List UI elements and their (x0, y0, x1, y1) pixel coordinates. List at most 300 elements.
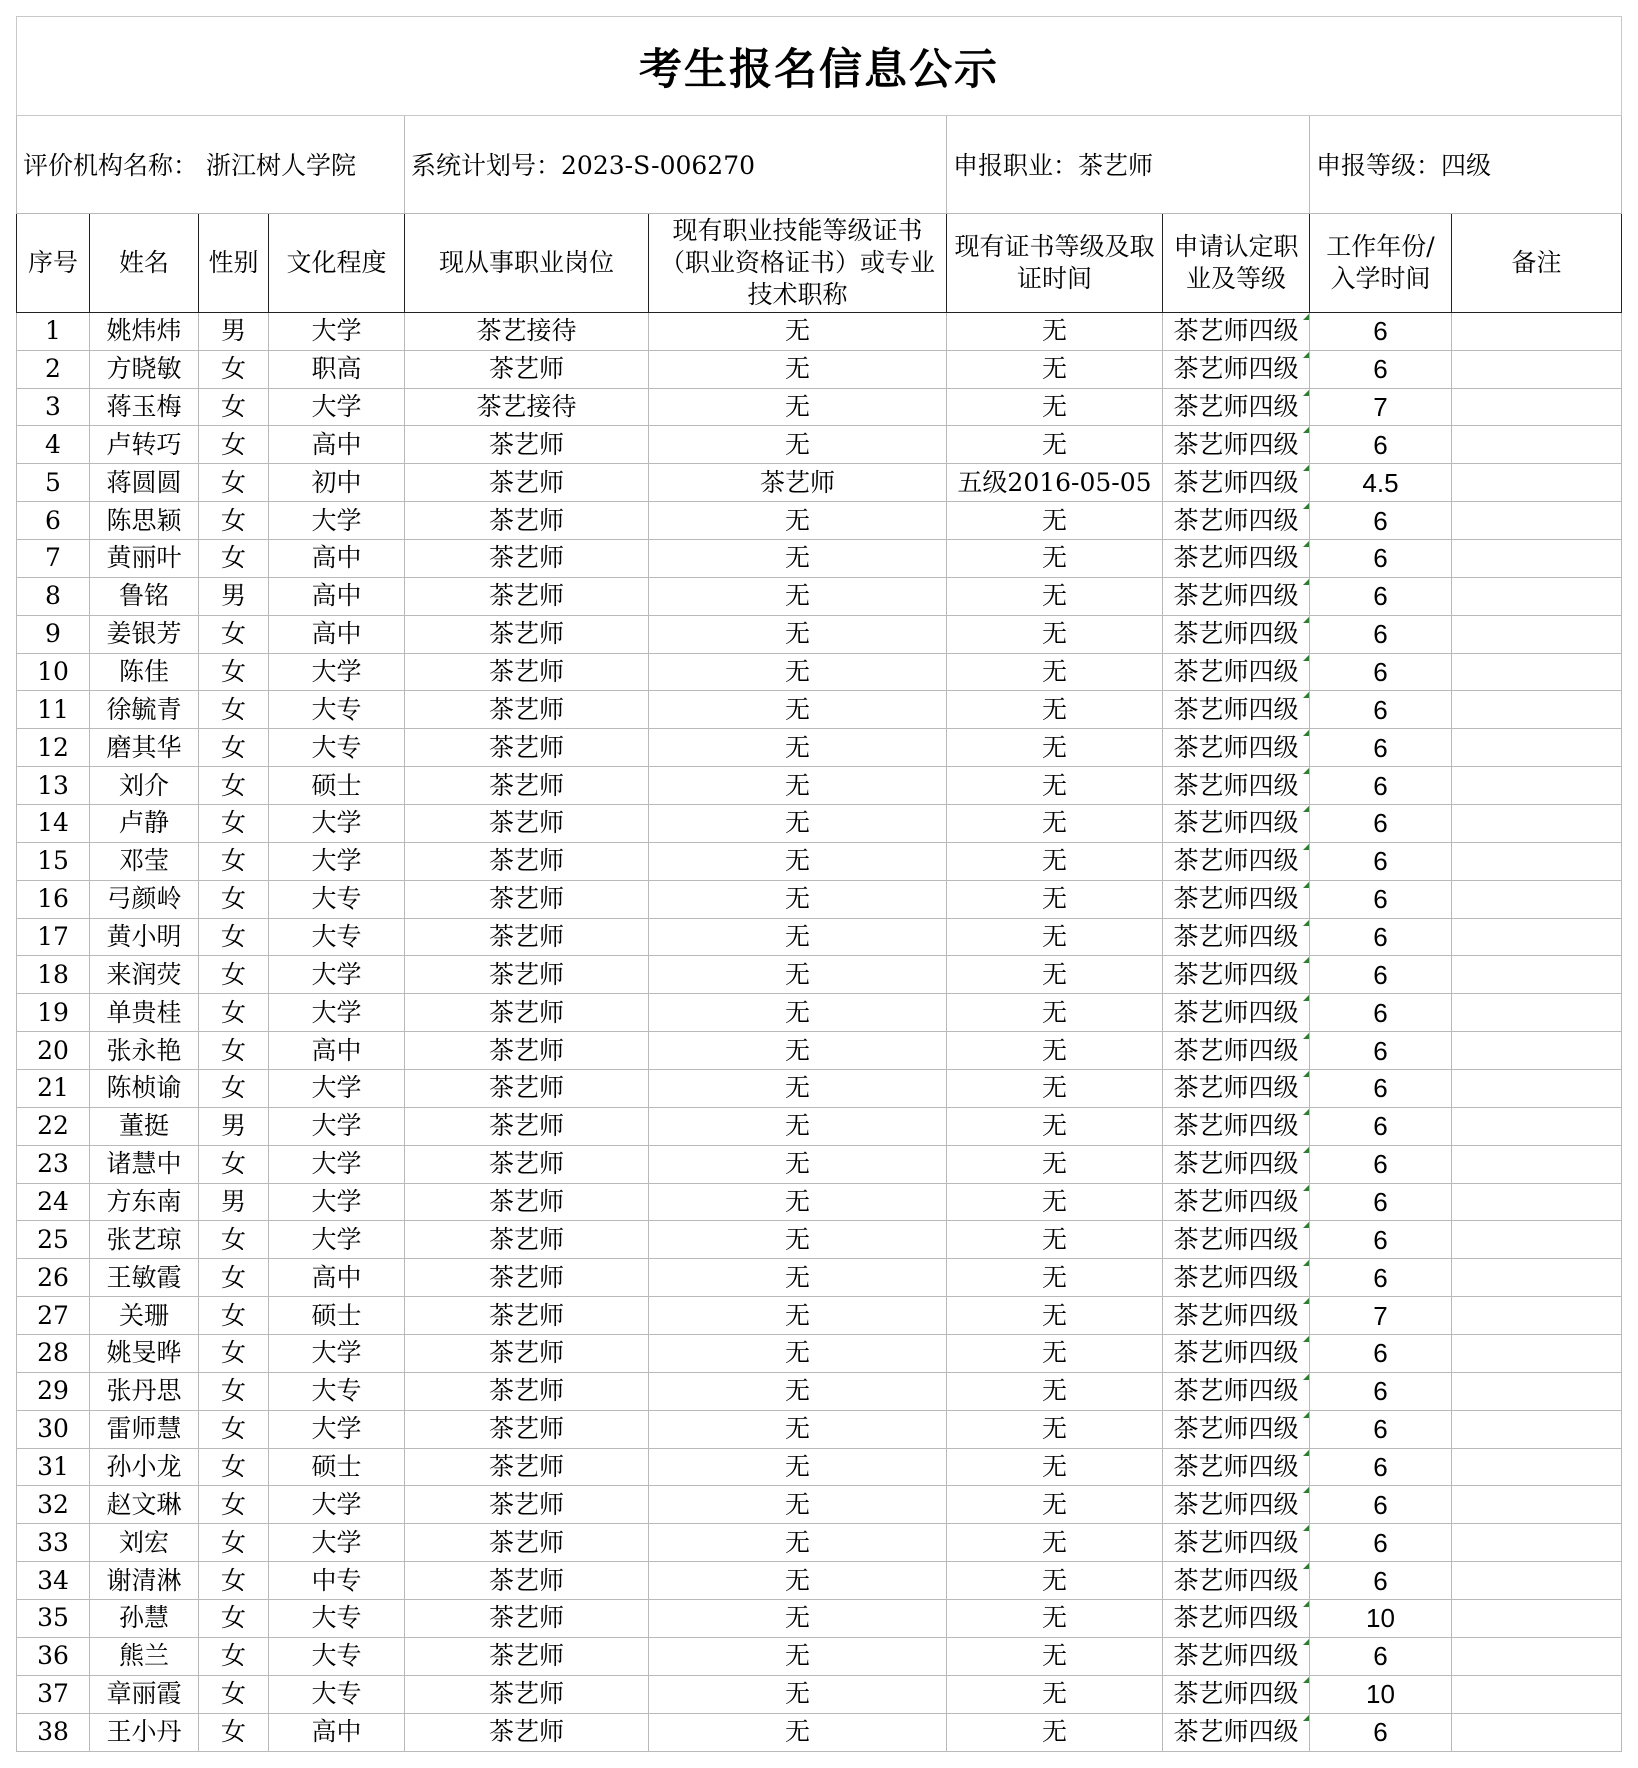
cell-post (405, 1069, 649, 1107)
cell-name (90, 729, 199, 767)
cell-years (1310, 1600, 1452, 1638)
cell-post-text: 茶艺师 (488, 1717, 564, 1747)
cell-cert-text: 无 (784, 1641, 810, 1671)
cell-gender-text: 女 (220, 1300, 246, 1330)
cell-cert (649, 918, 947, 956)
cell-gender-text: 女 (220, 921, 246, 951)
cell-gender (199, 388, 269, 426)
cell-apply-text: 茶艺师四级 (1173, 1262, 1299, 1292)
cell-post (405, 804, 649, 842)
cell-years-text: 6 (1373, 656, 1388, 687)
cell-post-text: 茶艺师 (488, 1224, 564, 1254)
cell-name (90, 1713, 199, 1751)
cell-remark (1452, 729, 1622, 767)
cell-years-text: 6 (1373, 1224, 1388, 1255)
cell-education-text: 高中 (311, 1035, 362, 1065)
plan-label: 系统计划号： (411, 151, 562, 181)
cell-name (90, 1410, 199, 1448)
cell-name-text: 方东南 (106, 1186, 182, 1216)
cell-name (90, 691, 199, 729)
cell-gender-text: 女 (220, 1641, 246, 1671)
cell-remark (1452, 312, 1622, 350)
cell-gender (199, 1335, 269, 1373)
cell-education-text: 高中 (311, 1262, 362, 1292)
cell-cert (649, 1335, 947, 1373)
cell-name (90, 1486, 199, 1524)
cell-cert-level-time-text: 无 (1041, 354, 1067, 384)
cell-apply (1163, 615, 1310, 653)
cell-name (90, 1221, 199, 1259)
table-row (17, 1107, 1622, 1145)
cell-cert (649, 1486, 947, 1524)
cell-indicator-icon (1303, 994, 1310, 1001)
cell-indicator-icon (1303, 1714, 1310, 1721)
cell-cert-level-time-text: 无 (1041, 1186, 1067, 1216)
cell-apply (1163, 502, 1310, 540)
cell-cert-text: 无 (784, 997, 810, 1027)
cell-cert-level-time-text: 无 (1041, 429, 1067, 459)
cell-post-text: 茶艺师 (488, 997, 564, 1027)
table-row (17, 312, 1622, 350)
cell-indicator-icon (1303, 464, 1310, 471)
cell-post-text: 茶艺师 (488, 1679, 564, 1709)
cell-cert-level-time (947, 1335, 1163, 1373)
cell-name-text: 卢转巧 (106, 429, 182, 459)
cell-seq (17, 1032, 90, 1070)
cell-cert-text: 无 (784, 1149, 810, 1179)
cell-name (90, 918, 199, 956)
cell-indicator-icon (1303, 1221, 1310, 1228)
cell-seq (17, 804, 90, 842)
cell-cert-text: 无 (784, 1035, 810, 1065)
cell-name-text: 黄丽叶 (106, 543, 182, 573)
cell-cert-level-time-text: 无 (1041, 921, 1067, 951)
cell-indicator-icon (1303, 540, 1310, 547)
cell-education-text: 高中 (311, 581, 362, 611)
cell-remark (1452, 1600, 1622, 1638)
table-row (17, 1335, 1622, 1373)
cell-cert-text: 无 (784, 1338, 810, 1368)
cell-seq-text: 38 (37, 1717, 69, 1747)
cell-seq-text: 25 (37, 1224, 69, 1254)
cell-years-text: 7 (1373, 391, 1388, 422)
cell-education (269, 880, 405, 918)
cell-remark (1452, 464, 1622, 502)
cell-cert-text: 无 (784, 884, 810, 914)
cell-post (405, 691, 649, 729)
cell-name (90, 842, 199, 880)
cell-indicator-icon (1303, 1524, 1310, 1531)
cell-gender (199, 1675, 269, 1713)
cell-post-text: 茶艺师 (488, 656, 564, 686)
cell-cert-text: 无 (784, 1679, 810, 1709)
cell-years (1310, 691, 1452, 729)
cell-post-text: 茶艺师 (488, 1641, 564, 1671)
cell-post (405, 502, 649, 540)
cell-remark (1452, 1069, 1622, 1107)
cell-cert (649, 502, 947, 540)
cell-post-text: 茶艺师 (488, 1149, 564, 1179)
cell-apply-text: 茶艺师四级 (1173, 505, 1299, 535)
cell-gender-text: 女 (220, 1338, 246, 1368)
cell-education (269, 1297, 405, 1335)
cell-apply-text: 茶艺师四级 (1173, 1565, 1299, 1595)
cell-apply-text: 茶艺师四级 (1173, 1338, 1299, 1368)
cell-name-text: 卢静 (118, 808, 169, 838)
cell-education (269, 1675, 405, 1713)
cell-cert-text: 无 (784, 1717, 810, 1747)
cell-years (1310, 464, 1452, 502)
cell-cert-text: 无 (784, 1376, 810, 1406)
cell-cert-level-time (947, 691, 1163, 729)
cell-cert (649, 539, 947, 577)
cell-seq-text: 15 (37, 846, 69, 876)
cell-cert-level-time (947, 1145, 1163, 1183)
cell-cert-level-time (947, 1297, 1163, 1335)
cell-cert-level-time (947, 1713, 1163, 1751)
cell-seq-text: 22 (37, 1111, 69, 1141)
org-value: 浙江树人学院 (205, 151, 356, 181)
cell-name-text: 陈思颖 (106, 505, 182, 535)
table-row (17, 350, 1622, 388)
cell-cert-level-time-text: 无 (1041, 1717, 1067, 1747)
cell-years (1310, 1637, 1452, 1675)
cell-education-text: 硕士 (311, 1452, 362, 1481)
cell-apply-text: 茶艺师四级 (1173, 1224, 1299, 1254)
cell-years (1310, 1145, 1452, 1183)
cell-seq-text: 17 (37, 921, 69, 951)
cell-remark (1452, 1107, 1622, 1145)
cell-education (269, 312, 405, 350)
cell-gender-text: 女 (220, 1452, 246, 1481)
cell-post-text: 茶艺师 (488, 732, 564, 762)
cell-name-text: 赵文琳 (106, 1489, 182, 1519)
cell-seq (17, 1297, 90, 1335)
cell-education (269, 1600, 405, 1638)
cell-cert-text: 无 (784, 694, 810, 724)
header-education: 文化程度 (269, 213, 405, 312)
table-row (17, 464, 1622, 502)
meta-row (17, 116, 1622, 213)
cell-remark (1452, 1297, 1622, 1335)
cell-apply (1163, 1562, 1310, 1600)
cell-indicator-icon (1303, 691, 1310, 698)
cell-seq (17, 426, 90, 464)
cell-seq-text: 10 (37, 656, 69, 686)
cell-cert-text: 无 (784, 619, 810, 649)
cell-years-text: 6 (1373, 770, 1388, 801)
cell-apply-text: 茶艺师四级 (1173, 1035, 1299, 1065)
cell-gender-text: 女 (220, 808, 246, 838)
cell-cert-text: 无 (784, 1527, 810, 1557)
table-row (17, 994, 1622, 1032)
cell-name-text: 邓莹 (118, 846, 169, 876)
cell-cert-level-time-text: 无 (1041, 581, 1067, 611)
cell-post-text: 茶艺师 (488, 1035, 564, 1065)
cell-seq-text: 33 (37, 1527, 69, 1557)
cell-indicator-icon (1303, 1070, 1310, 1077)
cell-years-text: 6 (1373, 316, 1388, 347)
cell-cert-level-time (947, 577, 1163, 615)
cell-apply (1163, 464, 1310, 502)
cell-cert (649, 994, 947, 1032)
cell-cert (649, 1221, 947, 1259)
cell-seq (17, 615, 90, 653)
cell-education (269, 767, 405, 805)
cell-years (1310, 1486, 1452, 1524)
cell-gender-text: 女 (220, 770, 246, 800)
cell-seq (17, 388, 90, 426)
cell-post-text: 茶艺师 (488, 1262, 564, 1292)
cell-indicator-icon (1303, 1411, 1310, 1418)
cell-years (1310, 1675, 1452, 1713)
cell-remark (1452, 804, 1622, 842)
cell-remark (1452, 1145, 1622, 1183)
cell-indicator-icon (1303, 654, 1310, 661)
cell-name (90, 994, 199, 1032)
cell-cert-text: 无 (784, 1603, 810, 1633)
cell-indicator-icon (1303, 881, 1310, 888)
cell-name-text: 徐毓青 (106, 694, 182, 724)
cell-education-text: 中专 (311, 1565, 362, 1595)
cell-gender (199, 1600, 269, 1638)
cell-name-text: 张丹思 (106, 1376, 182, 1406)
table-row (17, 388, 1622, 426)
cell-seq-text: 27 (37, 1300, 69, 1330)
cell-cert-level-time-text: 无 (1041, 656, 1067, 686)
table-row (17, 1297, 1622, 1335)
cell-post (405, 464, 649, 502)
cell-apply-text: 茶艺师四级 (1173, 1717, 1299, 1747)
cell-apply-text: 茶艺师四级 (1173, 1527, 1299, 1557)
cell-remark (1452, 1183, 1622, 1221)
cell-post-text: 茶艺师 (488, 619, 564, 649)
cell-name (90, 1524, 199, 1562)
cell-cert-level-time (947, 1372, 1163, 1410)
cell-apply (1163, 1069, 1310, 1107)
cell-cert-level-time-text: 无 (1041, 997, 1067, 1027)
cell-gender (199, 1183, 269, 1221)
cell-name (90, 1145, 199, 1183)
cell-years (1310, 1713, 1452, 1751)
cell-years-text: 6 (1373, 429, 1388, 460)
table-row (17, 729, 1622, 767)
registration-table (16, 16, 1622, 1752)
cell-remark (1452, 426, 1622, 464)
cell-indicator-icon (1303, 1146, 1310, 1153)
cell-seq (17, 539, 90, 577)
cell-education (269, 1221, 405, 1259)
cell-cert-text: 无 (784, 1414, 810, 1444)
cell-apply-text: 茶艺师四级 (1173, 656, 1299, 686)
cell-cert-level-time-text: 无 (1041, 1679, 1067, 1709)
cell-name-text: 张艺琼 (106, 1224, 182, 1254)
cell-post (405, 539, 649, 577)
cell-cert-level-time (947, 842, 1163, 880)
cell-name-text: 孙小龙 (106, 1452, 182, 1481)
cell-cert-text: 无 (784, 1300, 810, 1330)
cell-remark (1452, 1259, 1622, 1297)
cell-years-text: 7 (1373, 1300, 1388, 1331)
cell-years-text: 6 (1373, 997, 1388, 1028)
cell-years-text: 6 (1373, 354, 1388, 385)
cell-education-text: 职高 (311, 354, 362, 384)
cell-post (405, 426, 649, 464)
cell-indicator-icon (1303, 502, 1310, 509)
cell-education-text: 大学 (311, 1224, 362, 1254)
cell-gender-text: 女 (220, 846, 246, 876)
cell-education (269, 1335, 405, 1373)
cell-education-text: 大学 (311, 1073, 362, 1103)
cell-apply (1163, 1524, 1310, 1562)
cell-gender-text: 女 (220, 1073, 246, 1103)
cell-seq (17, 312, 90, 350)
cell-post-text: 茶艺师 (488, 921, 564, 951)
cell-years-text: 6 (1373, 921, 1388, 952)
cell-cert-text: 无 (784, 429, 810, 459)
cell-remark (1452, 350, 1622, 388)
cell-gender (199, 729, 269, 767)
cell-apply-text: 茶艺师四级 (1173, 543, 1299, 573)
cell-cert-level-time-text: 无 (1041, 543, 1067, 573)
cell-cert-text: 无 (784, 543, 810, 573)
cell-remark (1452, 502, 1622, 540)
cell-cert-level-time (947, 426, 1163, 464)
cell-years-text: 6 (1373, 1262, 1388, 1293)
cell-years (1310, 653, 1452, 691)
cell-education (269, 464, 405, 502)
occupation-label: 申报职业： (953, 151, 1079, 181)
cell-cert (649, 842, 947, 880)
cell-remark (1452, 1372, 1622, 1410)
cell-post-text: 茶艺师 (488, 354, 564, 384)
cell-cert-level-time-text: 无 (1041, 1603, 1067, 1633)
cell-education-text: 大专 (311, 1641, 362, 1671)
cell-name-text: 王敏霞 (106, 1262, 182, 1292)
grade-label: 申报等级： (1316, 151, 1442, 181)
cell-name (90, 1107, 199, 1145)
cell-seq (17, 1107, 90, 1145)
cell-post (405, 1713, 649, 1751)
cell-name-text: 雷师慧 (106, 1414, 182, 1444)
cell-post-text: 茶艺师 (488, 1300, 564, 1330)
table-row (17, 577, 1622, 615)
cell-years-text: 10 (1366, 1679, 1395, 1710)
cell-gender (199, 691, 269, 729)
cell-years-text: 10 (1366, 1603, 1395, 1634)
cell-gender-text: 女 (220, 1149, 246, 1179)
cell-name-text: 姚旻晔 (106, 1338, 182, 1368)
cell-cert-level-time (947, 1524, 1163, 1562)
cell-post (405, 1410, 649, 1448)
cell-education (269, 502, 405, 540)
cell-remark (1452, 994, 1622, 1032)
cell-seq (17, 1259, 90, 1297)
cell-seq-text: 26 (37, 1262, 69, 1292)
table-row (17, 1032, 1622, 1070)
cell-name-text: 蒋玉梅 (106, 391, 182, 421)
cell-seq (17, 1675, 90, 1713)
cell-name-text: 磨其华 (106, 732, 182, 762)
cell-gender-text: 男 (220, 1111, 246, 1141)
cell-name-text: 熊兰 (118, 1641, 169, 1671)
cell-cert-text: 无 (784, 1565, 810, 1595)
cell-cert (649, 1713, 947, 1751)
cell-apply-text: 茶艺师四级 (1173, 429, 1299, 459)
table-row (17, 1145, 1622, 1183)
cell-years-text: 6 (1373, 1717, 1388, 1748)
cell-cert-text: 无 (784, 656, 810, 686)
cell-apply-text: 茶艺师四级 (1173, 1641, 1299, 1671)
cell-post (405, 312, 649, 350)
cell-remark (1452, 956, 1622, 994)
cell-cert (649, 804, 947, 842)
cell-post (405, 1335, 649, 1373)
cell-post-text: 茶艺师 (488, 770, 564, 800)
cell-cert-level-time (947, 767, 1163, 805)
cell-name (90, 1448, 199, 1486)
cell-name (90, 1600, 199, 1638)
cell-years-text: 6 (1373, 543, 1388, 574)
cell-education (269, 729, 405, 767)
cell-apply (1163, 1448, 1310, 1486)
cell-apply (1163, 350, 1310, 388)
cell-remark (1452, 1524, 1622, 1562)
cell-seq (17, 880, 90, 918)
cell-name-text: 董挺 (118, 1111, 169, 1141)
grade-value: 四级 (1441, 151, 1492, 181)
cell-years-text: 6 (1373, 619, 1388, 650)
cell-remark (1452, 767, 1622, 805)
cell-remark (1452, 1448, 1622, 1486)
cell-education (269, 653, 405, 691)
cell-seq-text: 16 (37, 884, 69, 914)
cell-name-text: 姜银芳 (106, 619, 182, 649)
cell-cert (649, 1675, 947, 1713)
cell-gender-text: 女 (220, 1414, 246, 1444)
cell-remark (1452, 1335, 1622, 1373)
cell-gender-text: 女 (220, 391, 246, 421)
cell-cert-level-time (947, 464, 1163, 502)
cell-post (405, 1183, 649, 1221)
cell-apply-text: 茶艺师四级 (1173, 694, 1299, 724)
grade-cell (1310, 116, 1622, 213)
cell-cert (649, 956, 947, 994)
cell-years (1310, 539, 1452, 577)
cell-gender-text: 女 (220, 1489, 246, 1519)
cell-apply (1163, 1335, 1310, 1373)
cell-education (269, 1259, 405, 1297)
cell-years-text: 6 (1373, 581, 1388, 612)
cell-cert (649, 1524, 947, 1562)
cell-years-text: 6 (1373, 1641, 1388, 1672)
cell-post (405, 1600, 649, 1638)
cell-years-text: 6 (1373, 846, 1388, 877)
cell-post (405, 1145, 649, 1183)
table-row (17, 653, 1622, 691)
cell-cert-text: 无 (784, 391, 810, 421)
cell-gender-text: 女 (220, 884, 246, 914)
cell-apply-text: 茶艺师四级 (1173, 1111, 1299, 1141)
cell-seq (17, 842, 90, 880)
cell-gender-text: 女 (220, 1262, 246, 1292)
cell-post-text: 茶艺师 (488, 1452, 564, 1481)
cell-gender-text: 女 (220, 1679, 246, 1709)
header-name: 姓名 (90, 213, 199, 312)
cell-gender (199, 577, 269, 615)
cell-indicator-icon (1303, 805, 1310, 812)
cell-post (405, 956, 649, 994)
